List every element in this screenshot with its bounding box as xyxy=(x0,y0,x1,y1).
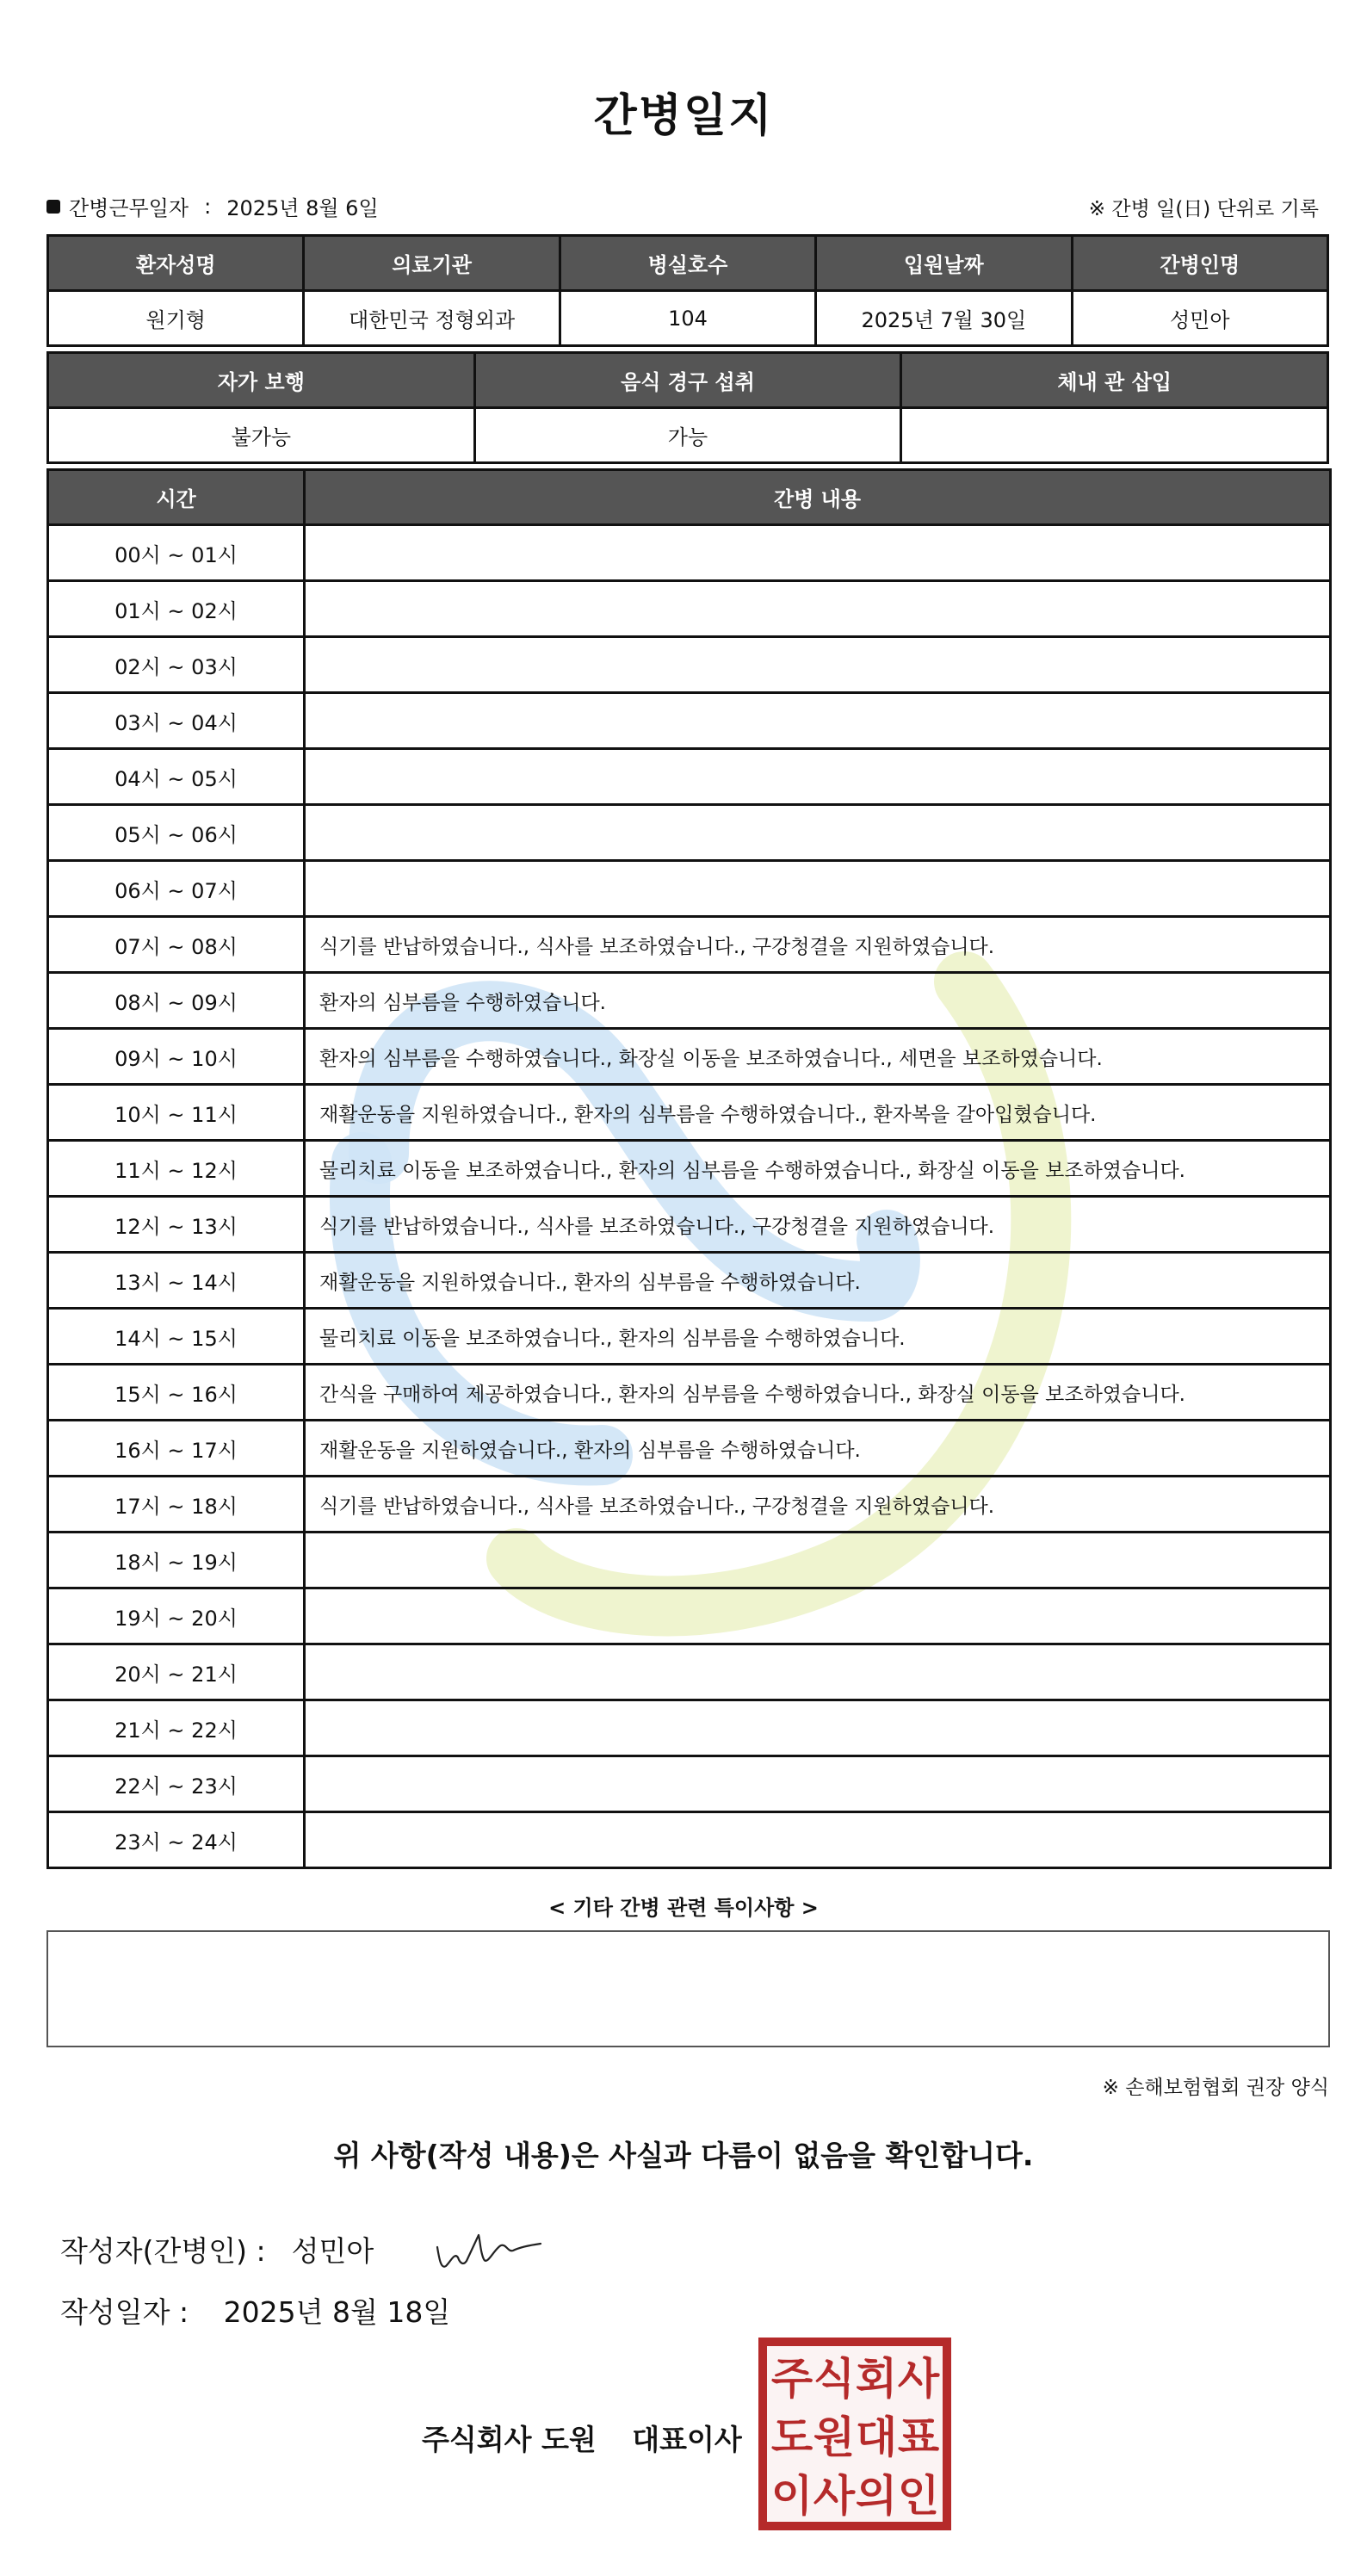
care-log-content: 재활운동을 지원하였습니다., 환자의 심부름을 수행하였습니다. xyxy=(305,1253,1331,1309)
care-log-row xyxy=(48,1029,1331,1085)
care-log-time: 04시 ~ 05시 xyxy=(48,749,305,805)
care-log-time: 21시 ~ 22시 xyxy=(48,1700,305,1756)
care-log-header-row xyxy=(48,470,1331,525)
care-log-time: 20시 ~ 21시 xyxy=(48,1644,305,1700)
oral-intake-value: 가능 xyxy=(474,408,901,463)
care-log-row xyxy=(48,1533,1331,1588)
care-log-content xyxy=(305,1700,1331,1756)
care-log-content xyxy=(305,693,1331,749)
care-log-content xyxy=(305,637,1331,693)
care-log-row xyxy=(48,917,1331,973)
status-header-row xyxy=(48,353,1328,408)
patient-info-header-row xyxy=(48,236,1328,291)
care-log-row xyxy=(48,1197,1331,1253)
care-log-content: 물리치료 이동을 보조하였습니다., 환자의 심부름을 수행하였습니다., 화장실 이동을 보조하였습니다. xyxy=(305,1141,1331,1197)
admission-date: 2025년 7월 30일 xyxy=(816,291,1072,346)
care-log-content: 재활운동을 지원하였습니다., 환자의 심부름을 수행하였습니다. xyxy=(305,1421,1331,1477)
care-log-row xyxy=(48,581,1331,637)
company-ceo-title: 대표이사 xyxy=(632,2423,742,2456)
care-log-content: 식기를 반납하였습니다., 식사를 보조하였습니다., 구강청결을 지원하였습니다. xyxy=(305,1477,1331,1533)
company-seal-stamp xyxy=(758,2337,952,2531)
care-log-row xyxy=(48,693,1331,749)
care-log-time: 23시 ~ 24시 xyxy=(48,1812,305,1868)
care-log-content: 간식을 구매하여 제공하였습니다., 환자의 심부름을 수행하였습니다., 화장실 이동을 보조하였습니다. xyxy=(305,1365,1331,1421)
care-log-row xyxy=(48,1085,1331,1141)
caregiver-name: 성민아 xyxy=(1072,291,1327,346)
seal-character: 주 xyxy=(770,2354,813,2404)
care-log-row xyxy=(48,1365,1331,1421)
header-self-walking: 자가 보행 xyxy=(48,353,475,408)
care-log-time: 07시 ~ 08시 xyxy=(48,917,305,973)
care-log-row xyxy=(48,1812,1331,1868)
seal-character: 표 xyxy=(897,2412,940,2462)
care-log-row xyxy=(48,1253,1331,1309)
seal-character: 원 xyxy=(813,2412,856,2462)
tube-insertion-value xyxy=(901,408,1328,463)
care-log-content xyxy=(305,1588,1331,1644)
care-log-time: 22시 ~ 23시 xyxy=(48,1756,305,1812)
seal-character: 대 xyxy=(855,2412,898,2462)
room-number: 104 xyxy=(560,291,815,346)
recommend-note: ※ 손해보험협회 권장 양식 xyxy=(1102,2077,1329,2099)
seal-character: 사 xyxy=(813,2471,856,2521)
care-log-content: 환자의 심부름을 수행하였습니다., 화장실 이동을 보조하였습니다., 세면을 보조하였습니다. xyxy=(305,1029,1331,1085)
seal-character: 식 xyxy=(813,2354,856,2404)
bullet-square-icon xyxy=(46,200,60,214)
care-log-content xyxy=(305,1644,1331,1700)
care-log-content xyxy=(305,525,1331,581)
company-name: 주식회사 도원 xyxy=(422,2423,597,2456)
care-log-content: 식기를 반납하였습니다., 식사를 보조하였습니다., 구강청결을 지원하였습니다. xyxy=(305,1197,1331,1253)
care-log-time: 10시 ~ 11시 xyxy=(48,1085,305,1141)
care-log-content: 재활운동을 지원하였습니다., 환자의 심부름을 수행하였습니다., 환자복을 갈아입혔습니다. xyxy=(305,1085,1331,1141)
care-log-row xyxy=(48,805,1331,861)
work-date-separator: : xyxy=(204,194,212,219)
care-log-row xyxy=(48,861,1331,917)
patient-status-table xyxy=(46,351,1329,464)
care-log-content: 환자의 심부름을 수행하였습니다. xyxy=(305,973,1331,1029)
patient-info-table xyxy=(46,234,1329,347)
written-date-line xyxy=(60,2290,450,2331)
care-log-content xyxy=(305,1812,1331,1868)
care-log-time: 03시 ~ 04시 xyxy=(48,693,305,749)
seal-character: 사 xyxy=(897,2354,940,2404)
care-log-row xyxy=(48,637,1331,693)
care-log-time: 17시 ~ 18시 xyxy=(48,1477,305,1533)
care-log-time: 02시 ~ 03시 xyxy=(48,637,305,693)
written-date-value: 2025년 8월 18일 xyxy=(223,2295,451,2329)
care-log-row xyxy=(48,1477,1331,1533)
care-log-time: 09시 ~ 10시 xyxy=(48,1029,305,1085)
care-log-time: 06시 ~ 07시 xyxy=(48,861,305,917)
confirmation-statement: 위 사항(작성 내용)은 사실과 다름이 없음을 확인합니다. xyxy=(333,2139,1034,2172)
care-log-row xyxy=(48,749,1331,805)
work-date-line xyxy=(46,191,379,221)
signature-image xyxy=(434,2223,554,2275)
care-log-time: 01시 ~ 02시 xyxy=(48,581,305,637)
care-log-table xyxy=(46,468,1332,1869)
care-log-content xyxy=(305,1533,1331,1588)
header-care-content: 간병 내용 xyxy=(305,470,1331,525)
self-walking-value: 불가능 xyxy=(48,408,475,463)
care-log-time: 13시 ~ 14시 xyxy=(48,1253,305,1309)
care-log-content xyxy=(305,805,1331,861)
seal-character: 의 xyxy=(855,2471,898,2521)
care-log-content: 물리치료 이동을 보조하였습니다., 환자의 심부름을 수행하였습니다. xyxy=(305,1309,1331,1365)
care-log-row xyxy=(48,973,1331,1029)
writer-label: 작성자(간병인) : xyxy=(60,2233,266,2268)
seal-character: 인 xyxy=(897,2471,940,2521)
writer-line xyxy=(60,2223,554,2275)
seal-character: 이 xyxy=(770,2471,813,2521)
care-log-row xyxy=(48,1421,1331,1477)
care-log-time: 18시 ~ 19시 xyxy=(48,1533,305,1588)
care-log-body xyxy=(48,525,1331,1868)
care-log-row xyxy=(48,1644,1331,1700)
care-log-content xyxy=(305,861,1331,917)
header-hospital: 의료기관 xyxy=(304,236,560,291)
written-date-label: 작성일자 : xyxy=(60,2295,189,2329)
care-log-time: 16시 ~ 17시 xyxy=(48,1421,305,1477)
unit-note: ※ 간병 일(日) 단위로 기록 xyxy=(1088,198,1319,220)
care-log-row xyxy=(48,525,1331,581)
patient-info-value-row xyxy=(48,291,1328,346)
care-log-time: 08시 ~ 09시 xyxy=(48,973,305,1029)
header-tube-insertion: 체내 관 삽입 xyxy=(901,353,1328,408)
header-admission-date: 입원날짜 xyxy=(816,236,1072,291)
company-line xyxy=(422,2418,742,2458)
writer-name: 성민아 xyxy=(291,2233,374,2268)
care-log-time: 00시 ~ 01시 xyxy=(48,525,305,581)
work-date-value: 2025년 8월 6일 xyxy=(226,196,379,220)
care-log-row xyxy=(48,1700,1331,1756)
care-log-time: 19시 ~ 20시 xyxy=(48,1588,305,1644)
page-title: 간병일지 xyxy=(593,90,774,142)
care-log-content xyxy=(305,581,1331,637)
care-log-time: 05시 ~ 06시 xyxy=(48,805,305,861)
header-oral-intake: 음식 경구 섭취 xyxy=(474,353,901,408)
care-log-time: 12시 ~ 13시 xyxy=(48,1197,305,1253)
hospital-name: 대한민국 정형외과 xyxy=(304,291,560,346)
patient-name: 원기형 xyxy=(48,291,304,346)
seal-character: 회 xyxy=(855,2354,898,2404)
header-time: 시간 xyxy=(48,470,305,525)
care-log-time: 14시 ~ 15시 xyxy=(48,1309,305,1365)
care-log-row xyxy=(48,1141,1331,1197)
care-log-row xyxy=(48,1309,1331,1365)
care-log-content xyxy=(305,749,1331,805)
header-caregiver: 간병인명 xyxy=(1072,236,1327,291)
care-log-time: 11시 ~ 12시 xyxy=(48,1141,305,1197)
seal-character: 도 xyxy=(770,2412,813,2462)
care-log-row xyxy=(48,1588,1331,1644)
care-log-content: 식기를 반납하였습니다., 식사를 보조하였습니다., 구강청결을 지원하였습니다. xyxy=(305,917,1331,973)
status-value-row xyxy=(48,408,1328,463)
notes-title: < 기타 간병 관련 특이사항 > xyxy=(548,1896,819,1920)
care-log-row xyxy=(48,1756,1331,1812)
care-log-content xyxy=(305,1756,1331,1812)
care-log-time: 15시 ~ 16시 xyxy=(48,1365,305,1421)
header-room: 병실호수 xyxy=(560,236,815,291)
header-patient-name: 환자성명 xyxy=(48,236,304,291)
notes-box xyxy=(46,1930,1330,2047)
work-date-label: 간병근무일자 xyxy=(69,196,189,220)
